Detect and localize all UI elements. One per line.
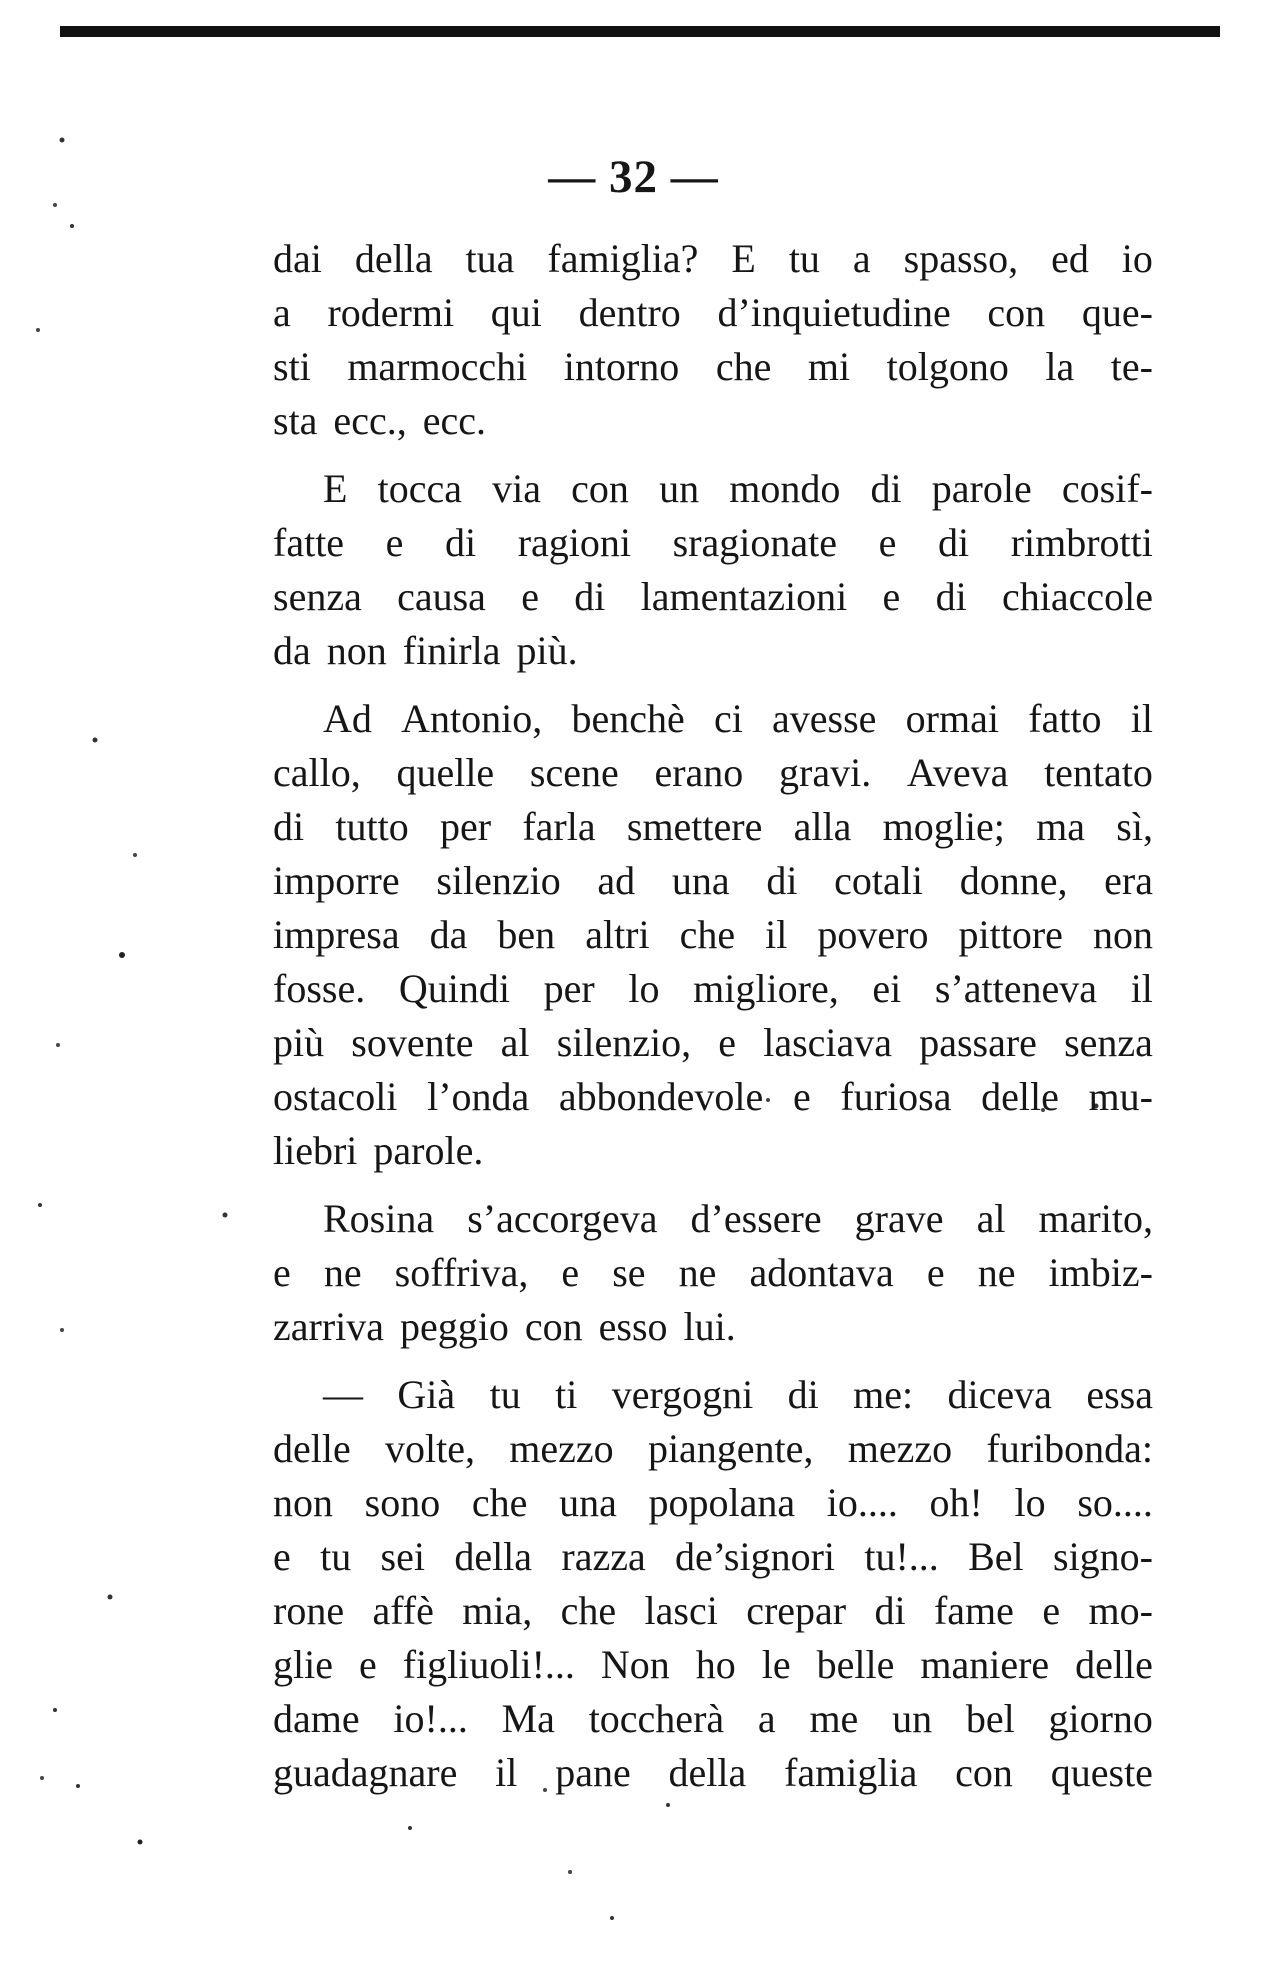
text-line: impresa da ben altri che il povero pittore non (273, 912, 1153, 957)
text-line: imporre silenzio ad una di cotali donne, era (273, 858, 1153, 903)
text-line: fosse. Quindi per lo migliore, ei s’atteneva il (273, 966, 1153, 1011)
text-line: di tutto per farla smettere alla moglie; ma sì, (273, 804, 1153, 849)
text-line: a rodermi qui dentro d’inquietudine con que- (273, 290, 1153, 335)
text-line: dai della tua famiglia? E tu a spasso, ed io (273, 236, 1153, 281)
text-line: delle volte, mezzo piangente, mezzo furibonda: (273, 1426, 1153, 1471)
text-line: non sono che una popolana io.... oh! lo so.... (273, 1480, 1153, 1525)
body-text (273, 232, 1153, 1800)
text-line: glie e figliuoli!... Non ho le belle maniere delle (273, 1642, 1153, 1687)
text-line: sta ecc., ecc. (273, 398, 486, 443)
text-line: e ne soffriva, e se ne adontava e ne imbiz- (273, 1250, 1153, 1295)
text-line: e tu sei della razza de’signori tu!... Bel signo- (273, 1534, 1153, 1579)
paragraph (273, 1368, 1153, 1800)
text-line: fatte e di ragioni sragionate e di rimbrotti (273, 520, 1153, 565)
text-line: Ad Antonio, benchè ci avesse ormai fatto il (323, 696, 1153, 741)
text-line: Rosina s’accorgeva d’essere grave al marito, (323, 1196, 1153, 1241)
text-line: liebri parole. (273, 1128, 484, 1173)
paragraph (273, 692, 1153, 1178)
text-line: sti marmocchi intorno che mi tolgono la te- (273, 344, 1153, 389)
text-line: dame io!... Ma toccherà a me un bel giorno (273, 1696, 1153, 1741)
text-line: da non finirla più. (273, 628, 578, 673)
text-line: callo, quelle scene erano gravi. Aveva tentato (273, 750, 1153, 795)
text-line: E tocca via con un mondo di parole cosif- (323, 466, 1153, 511)
text-line: ostacoli l’onda abbondevole e furiosa delle mu- (273, 1074, 1153, 1119)
text-line: rone affè mia, che lasci crepar di fame e mo- (273, 1588, 1153, 1633)
paragraph (273, 462, 1153, 678)
text-line: guadagnare il pane della famiglia con queste (273, 1750, 1153, 1795)
page-number: — 32 — (548, 151, 719, 203)
paragraph (273, 232, 1153, 448)
text-line: — Già tu ti vergogni di me: diceva essa (323, 1372, 1153, 1417)
text-line: più sovente al silenzio, e lasciava passare senza (273, 1020, 1153, 1065)
paragraph (273, 1192, 1153, 1354)
text-line: senza causa e di lamentazioni e di chiaccole (273, 574, 1153, 619)
text-line: zarriva peggio con esso lui. (273, 1304, 736, 1349)
